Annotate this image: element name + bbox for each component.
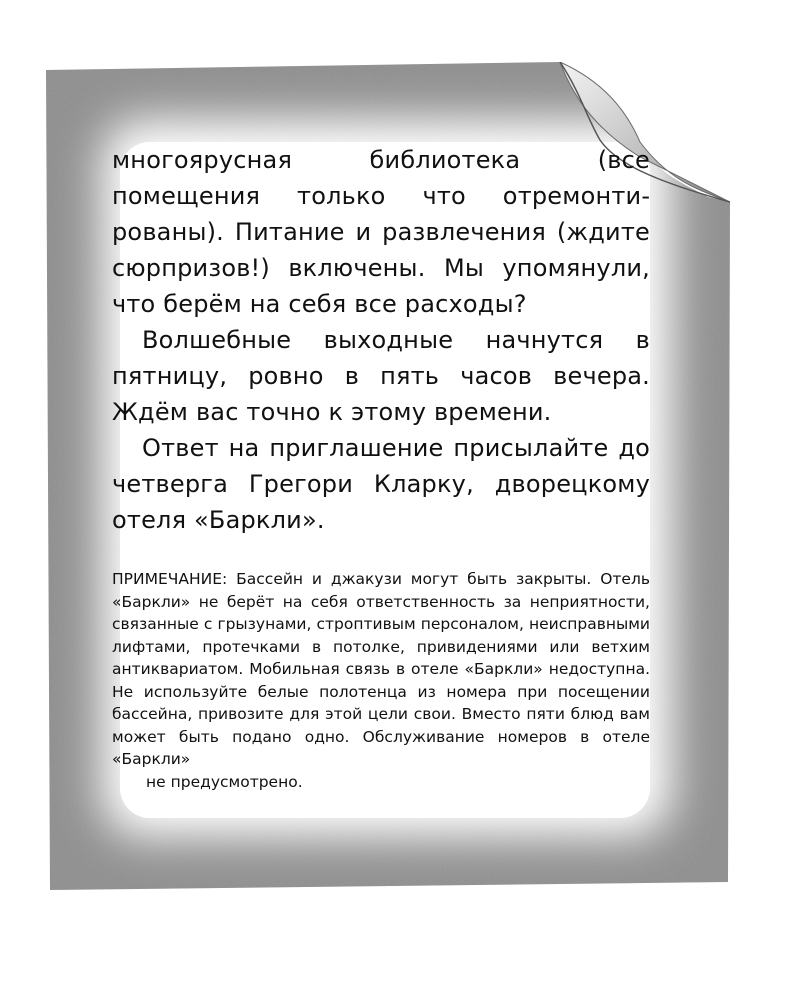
paragraph: Ответ на приглашение присылайте до четверга Грегори Кларку, дворецкому отеля «Баркли».: [112, 434, 650, 534]
note-body: Бассейн и джакузи могут быть закрыты. Отель «Баркли» не берёт на себя ответственность за неприятности, связанные с грызунами, строптивым персоналом, неисправными лифтами, протечками в потолке, привидениями или ветхим антиквариатом. Мобильная связь в отеле «Баркли» недоступна. Не используйте белые полотенца из номера при посещении бассейна, привозите для этой цели свои. Вместо пяти блюд вам может быть подано одно. Обслуживание номеров в отеле «Баркли»: [112, 570, 650, 768]
note-tail: не предусмотрено.: [146, 772, 303, 791]
note-block: [112, 568, 650, 793]
paragraph: Волшебные выходные начнутся в пятницу, ровно в пять часов вечера. Ждём вас точно к этому времени.: [112, 326, 650, 426]
note-label: ПРИМЕЧАНИЕ:: [112, 570, 228, 588]
paragraph: многоярусная библиотека (все помещения только что отремонтированы). Питание и развлечения (ждите сюрпризов!) включены. Мы упомянули, что берём на себя все расходы?: [112, 146, 650, 318]
document-text: [112, 142, 650, 793]
main-text: [112, 142, 650, 538]
